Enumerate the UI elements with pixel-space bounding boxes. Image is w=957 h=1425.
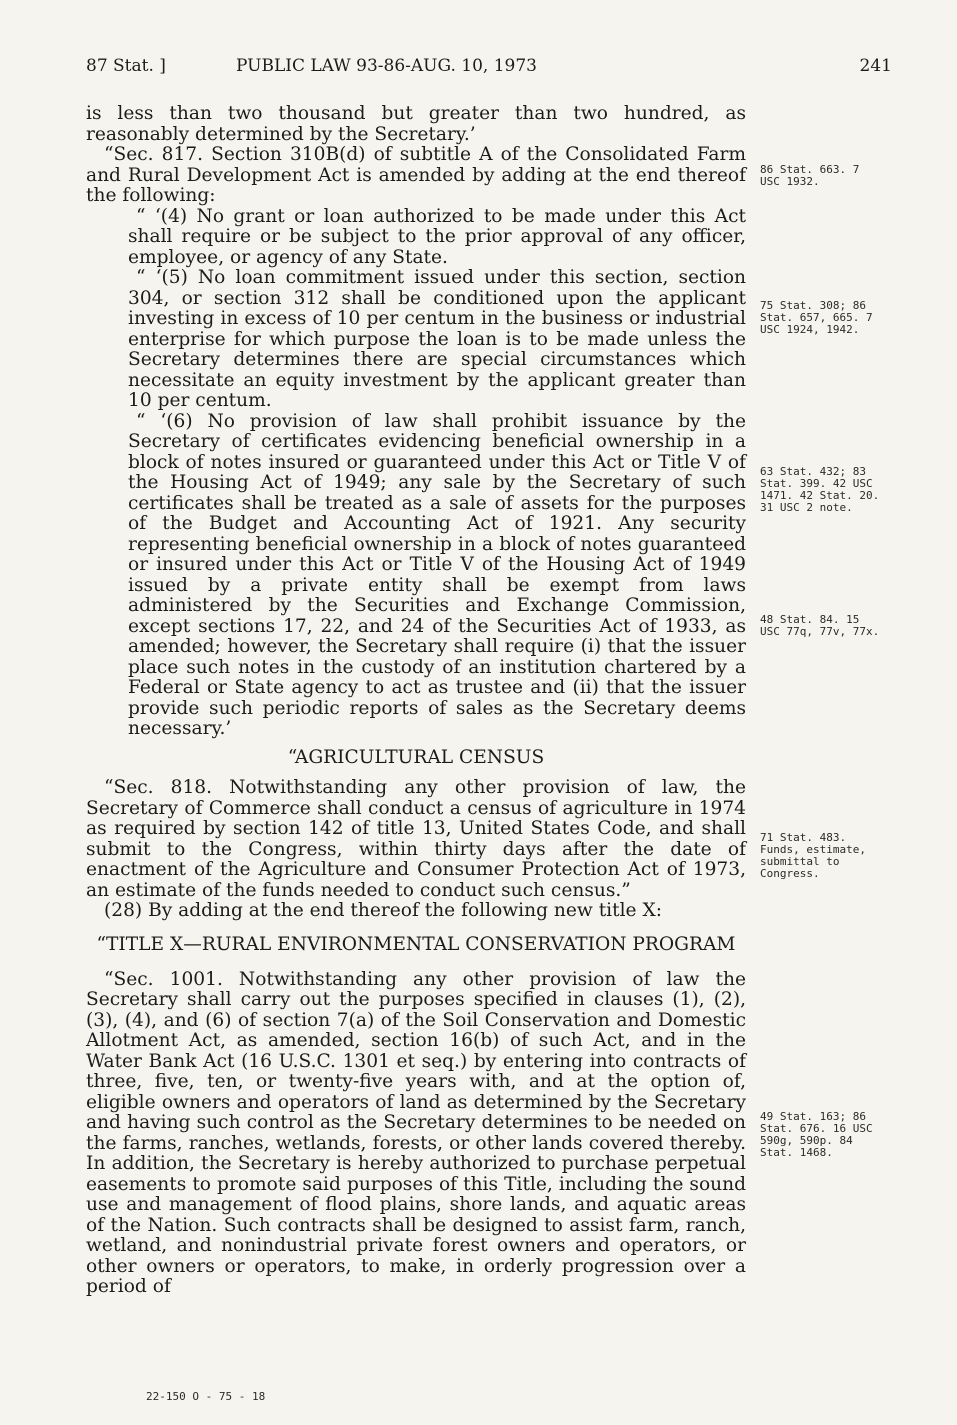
margin-note-citation: 49 Stat. 163; 86 Stat. 676. 16 USC 590g, 590p. 84 Stat. 1468. xyxy=(760,1110,873,1159)
paragraph-item-28: (28) By adding at the end thereof the following new title X: xyxy=(104,900,662,921)
paragraph-clause-4: “ ‘(4) No grant or loan authorized to be made under this Act shall require or be subject to the prior approval of any officer, employee, or agency of any State. xyxy=(128,205,746,268)
margin-note-citation: 71 Stat. 483. Funds, estimate, submittal to Congress. xyxy=(760,831,866,880)
paragraph-sec-818: “Sec. 818. Notwithstanding any other provision of law, the Secretary of Commerce shall conduct a census of agriculture in 1974 as required by section 142 of title 13, United States Code, and shall submit to the Congress, within thirty days after the date of enactment of the Agriculture and Consumer Protection Act of 1973, an estimate of the funds needed to conduct such census.” xyxy=(86,777,746,901)
law-title: PUBLIC LAW 93-86-AUG. 10, 1973 xyxy=(236,56,537,76)
paragraph-continuation: is less than two thousand but greater than two hundred, as reasonably determined by the Secretary.’ xyxy=(86,103,746,145)
print-job-number: 22-150 O - 75 - 18 xyxy=(146,1390,266,1403)
page-number: 241 xyxy=(859,56,892,76)
margin-note-citation: 75 Stat. 308; 86 Stat. 657, 665. 7 USC 1924, 1942. xyxy=(760,299,873,336)
paragraph-clause-6: “ ‘(6) No provision of law shall prohibit issuance by the Secretary of certificates evidencing beneficial ownership in a block of notes insured or guaranteed under this Act or Title V of the Housing Act of 1949; any sale by the Secretary of such certificates shall be treated as a sale of assets for the purposes of the Budget and Accounting Act of 1921. Any security representing beneficial ownership in a block of notes guaranteed or insured under this Act or Title V of the Housing Act of 1949 issued by a private entity shall be exempt from laws administered by the Securities and Exchange Commission, except sections 17, 22, and 24 of the Securities Act of 1933, as amended; however, the Secretary shall require (i) that the issuer place such notes in the custody of an institution chartered by a Federal or State agency to act as trustee and (ii) that the issuer provide such periodic reports of sales as the Secretary deems necessary.’ xyxy=(128,410,746,739)
section-heading-agricultural-census: “AGRICULTURAL CENSUS xyxy=(287,746,545,768)
margin-note-citation: 86 Stat. 663. 7 USC 1932. xyxy=(760,163,860,188)
running-header xyxy=(86,56,892,80)
title-heading-title-x: “TITLE X—RURAL ENVIRONMENTAL CONSERVATION PROGRAM xyxy=(96,933,736,955)
statute-volume: 87 Stat. ] xyxy=(86,56,166,76)
paragraph-sec-1001: “Sec. 1001. Notwithstanding any other provision of law the Secretary shall carry out the purposes specified in clauses (1), (2), (3), (4), and (6) of section 7(a) of the Soil Conservation and Domestic Allotment Act, as amended, section 16(b) of such Act, and in the Water Bank Act (16 U.S.C. 1301 et seq.) by entering into contracts of three, five, ten, or twenty-five years with, and at the option of, eligible owners and operators of land as determined by the Secretary and having such control as the Secretary determines to be needed on the farms, ranches, wetlands, forests, or other lands covered thereby. In addition, the Secretary is hereby authorized to purchase perpetual easements to promote said purposes of this Title, including the sound use and management of flood plains, shore lands, and aquatic areas of the Nation. Such contracts shall be designed to assist farm, ranch, wetland, and nonindustrial private forest owners and operators, or other owners or operators, to make, in orderly progression over a period of xyxy=(86,968,746,1297)
paragraph-sec-817: “Sec. 817. Section 310B(d) of subtitle A of the Consolidated Farm and Rural Development Act is amended by adding at the end thereof the following: xyxy=(86,144,746,206)
margin-note-citation: 48 Stat. 84. 15 USC 77q, 77v, 77x. xyxy=(760,613,880,638)
body-text xyxy=(86,104,746,1298)
paragraph-clause-5: “ ‘(5) No loan commitment issued under this section, section 304, or section 312 shall be conditioned upon the applicant investing in excess of 10 per centum in the business or industrial enterprise for which purpose the loan is to be made unless the Secretary determines there are special circumstances which necessitate an equity investment by the applicant greater than 10 per centum. xyxy=(128,267,746,411)
margin-note-citation: 63 Stat. 432; 83 Stat. 399. 42 USC 1471. 42 Stat. 20. 31 USC 2 note. xyxy=(760,465,880,514)
